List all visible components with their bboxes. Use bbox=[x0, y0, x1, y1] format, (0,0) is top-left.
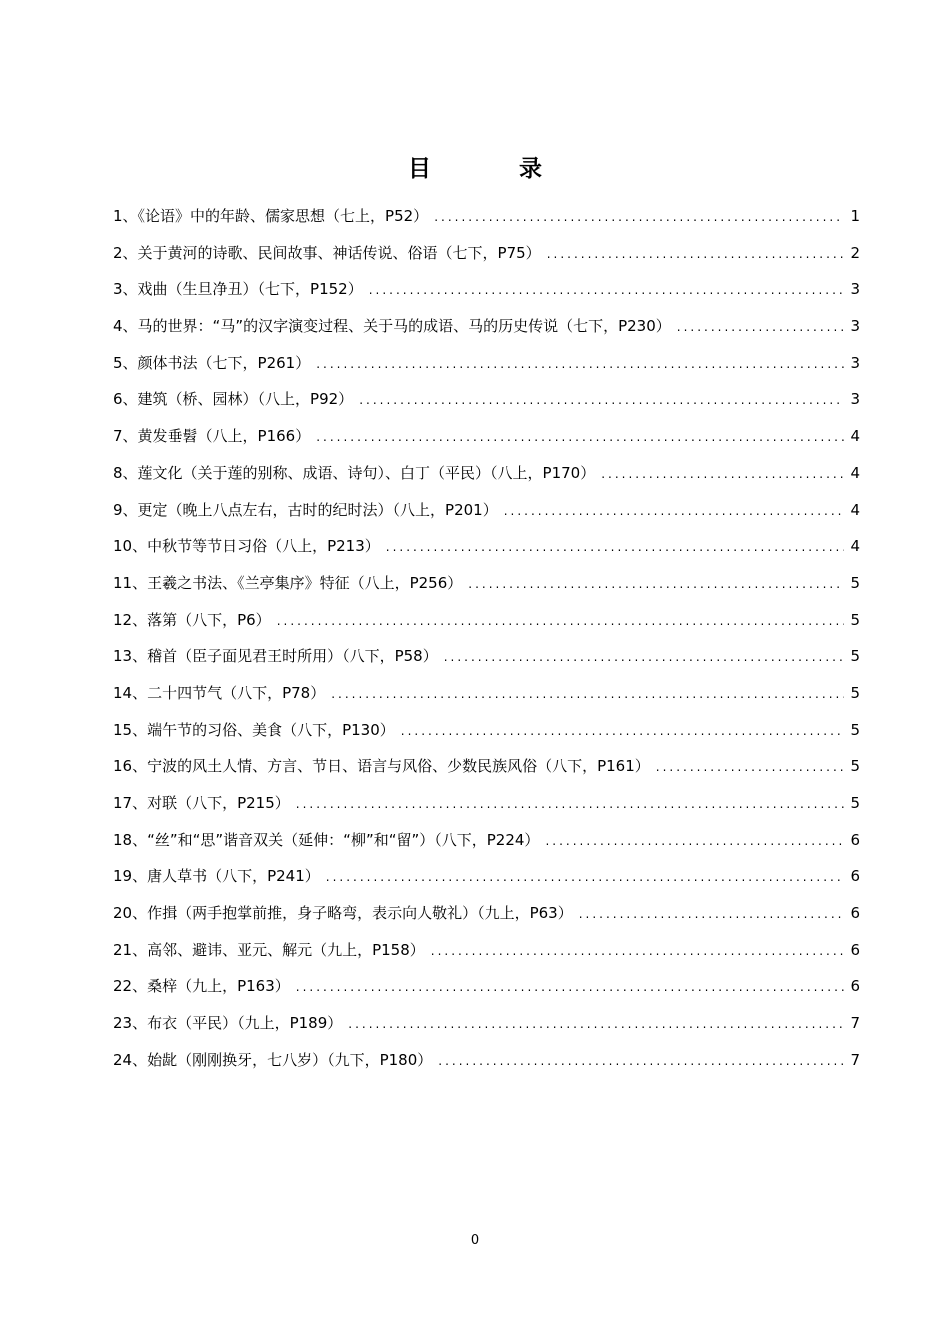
toc-dot-leader bbox=[545, 823, 844, 860]
toc-entry-page: 6 bbox=[850, 977, 860, 996]
toc-dot-leader bbox=[656, 749, 844, 786]
toc-entry-page: 6 bbox=[850, 940, 860, 959]
toc-entry-page: 7 bbox=[850, 1014, 860, 1033]
toc-entry-page: 5 bbox=[850, 647, 860, 666]
toc-entry-page: 5 bbox=[850, 757, 860, 776]
toc-entry-page: 5 bbox=[850, 610, 860, 629]
toc-entry[interactable] bbox=[113, 565, 860, 602]
toc-dot-leader bbox=[348, 1006, 844, 1043]
toc-entry-text: 1、《论语》中的年龄、儒家思想（七上，P52） bbox=[113, 207, 429, 225]
toc-entry-page: 3 bbox=[850, 390, 860, 409]
toc-entry-page: 5 bbox=[850, 683, 860, 702]
toc-dot-leader bbox=[579, 896, 844, 933]
toc-dot-leader bbox=[438, 1043, 844, 1080]
toc-entry-text: 2、关于黄河的诗歌、民间故事、神话传说、俗语（七下，P75） bbox=[113, 243, 541, 262]
toc-dot-leader bbox=[401, 713, 844, 750]
toc-entry-text: 19、唐人草书（八下，P241） bbox=[113, 867, 320, 886]
toc-entry[interactable] bbox=[113, 1042, 860, 1079]
toc-dot-leader bbox=[386, 529, 844, 566]
toc-entry-text: 12、落第（八下，P6） bbox=[113, 610, 271, 629]
toc-entry-text: 22、桑梓（九上，P163） bbox=[113, 977, 290, 996]
toc-entry[interactable] bbox=[113, 381, 860, 418]
toc-entry[interactable] bbox=[113, 1005, 860, 1042]
toc-entry-page: 6 bbox=[850, 867, 860, 886]
toc-entry-text: 14、二十四节气（八下，P78） bbox=[113, 683, 326, 702]
toc-entry[interactable] bbox=[113, 675, 860, 712]
toc-entry[interactable] bbox=[113, 822, 860, 859]
toc-entry-text: 4、马的世界：“马”的汉字演变过程、关于马的成语、马的历史传说（七下，P230） bbox=[113, 317, 671, 336]
toc-entry[interactable] bbox=[113, 968, 860, 1005]
toc-entry-page: 5 bbox=[850, 794, 860, 812]
toc-entry-text: 20、作揖（两手抱掌前推，身子略弯，表示向人敬礼）（九上，P63） bbox=[113, 904, 573, 923]
toc-entry[interactable] bbox=[113, 418, 860, 455]
toc-dot-leader bbox=[359, 382, 844, 419]
toc-entry-page: 3 bbox=[850, 280, 860, 299]
toc-dot-leader bbox=[296, 786, 844, 823]
toc-entry-page: 4 bbox=[850, 463, 860, 482]
toc-entry[interactable] bbox=[113, 308, 860, 345]
toc-dot-leader bbox=[504, 493, 844, 530]
toc-entry-text: 10、中秋节等节日习俗（八上，P213） bbox=[113, 537, 380, 556]
toc-entry-page: 2 bbox=[850, 243, 860, 262]
toc-dot-leader bbox=[316, 346, 844, 383]
toc-entry-page: 3 bbox=[850, 317, 860, 336]
toc-entry-page: 3 bbox=[850, 353, 860, 372]
toc-entry-text: 15、端午节的习俗、美食（八下，P130） bbox=[113, 720, 395, 739]
toc-entry-text: 6、建筑（桥、园林）（八上，P92） bbox=[113, 390, 354, 409]
toc-entry[interactable] bbox=[113, 858, 860, 895]
toc-entry-page: 1 bbox=[850, 207, 860, 225]
toc-entry[interactable] bbox=[113, 712, 860, 749]
toc-entry[interactable] bbox=[113, 638, 860, 675]
toc-dot-leader bbox=[677, 309, 844, 346]
toc-entry-page: 5 bbox=[850, 573, 860, 592]
page-title: 目 录 bbox=[407, 156, 582, 182]
toc-entry-text: 18、“丝”和“思”谐音双关（延伸：“柳”和“留”）（八下，P224） bbox=[113, 830, 540, 849]
toc-entry-page: 6 bbox=[850, 830, 860, 849]
toc-dot-leader bbox=[547, 236, 844, 273]
toc-entry[interactable] bbox=[113, 492, 860, 529]
toc-entry-text: 16、宁波的风土人情、方言、节日、语言与风俗、少数民族风俗（八下，P161） bbox=[113, 757, 650, 776]
toc-entry-page: 4 bbox=[850, 500, 860, 519]
toc-entry-text: 24、始龀（刚刚换牙，七八岁）（九下，P180） bbox=[113, 1050, 433, 1069]
toc-entry[interactable] bbox=[113, 895, 860, 932]
toc-entry[interactable] bbox=[113, 271, 860, 308]
toc-entry-text: 23、布衣（平民）（九上，P189） bbox=[113, 1014, 343, 1033]
toc-dot-leader bbox=[369, 272, 844, 309]
toc-entry-text: 5、颜体书法（七下，P261） bbox=[113, 353, 311, 372]
toc-entry-text: 17、对联（八下，P215） bbox=[113, 794, 290, 812]
toc-dot-leader bbox=[277, 603, 844, 640]
toc-entry-text: 11、王羲之书法、《兰亭集序》特征（八上，P256） bbox=[113, 573, 463, 592]
toc-entry-text: 13、稽首（臣子面见君王时所用）（八下，P58） bbox=[113, 647, 438, 666]
toc-entry[interactable] bbox=[113, 345, 860, 382]
toc-entry-page: 4 bbox=[850, 427, 860, 446]
toc-dot-leader bbox=[316, 419, 844, 456]
toc-entry-page: 4 bbox=[850, 537, 860, 556]
toc-entry-text: 21、高邻、避讳、亚元、解元（九上，P158） bbox=[113, 940, 425, 959]
toc-entry-page: 5 bbox=[850, 720, 860, 739]
toc-entry[interactable] bbox=[113, 198, 860, 235]
toc-dot-leader bbox=[444, 639, 844, 676]
toc-entry[interactable] bbox=[113, 235, 860, 272]
toc-dot-leader bbox=[331, 676, 844, 713]
toc-entry-text: 9、更定（晚上八点左右，古时的纪时法）（八上，P201） bbox=[113, 500, 498, 519]
toc-dot-leader bbox=[434, 199, 844, 236]
toc-entry[interactable] bbox=[113, 785, 860, 822]
toc-entry[interactable] bbox=[113, 602, 860, 639]
page-number: 0 bbox=[470, 1233, 480, 1248]
toc-entry[interactable] bbox=[113, 455, 860, 492]
toc-dot-leader bbox=[296, 969, 844, 1006]
toc-entry[interactable] bbox=[113, 932, 860, 969]
toc-entry-text: 8、莲文化（关于莲的别称、成语、诗句）、白丁（平民）（八上，P170） bbox=[113, 463, 596, 482]
toc-dot-leader bbox=[326, 859, 844, 896]
toc-dot-leader bbox=[431, 933, 844, 970]
toc-entry[interactable] bbox=[113, 528, 860, 565]
toc-entry-text: 3、戏曲（生旦净丑）（七下，P152） bbox=[113, 280, 363, 299]
toc-dot-leader bbox=[468, 566, 844, 603]
toc-entry-page: 7 bbox=[850, 1050, 860, 1069]
toc-entry[interactable] bbox=[113, 748, 860, 785]
toc-entry-page: 6 bbox=[850, 904, 860, 923]
toc-dot-leader bbox=[601, 456, 844, 493]
toc-entry-text: 7、黄发垂髫（八上，P166） bbox=[113, 427, 311, 446]
table-of-contents bbox=[113, 198, 860, 1079]
